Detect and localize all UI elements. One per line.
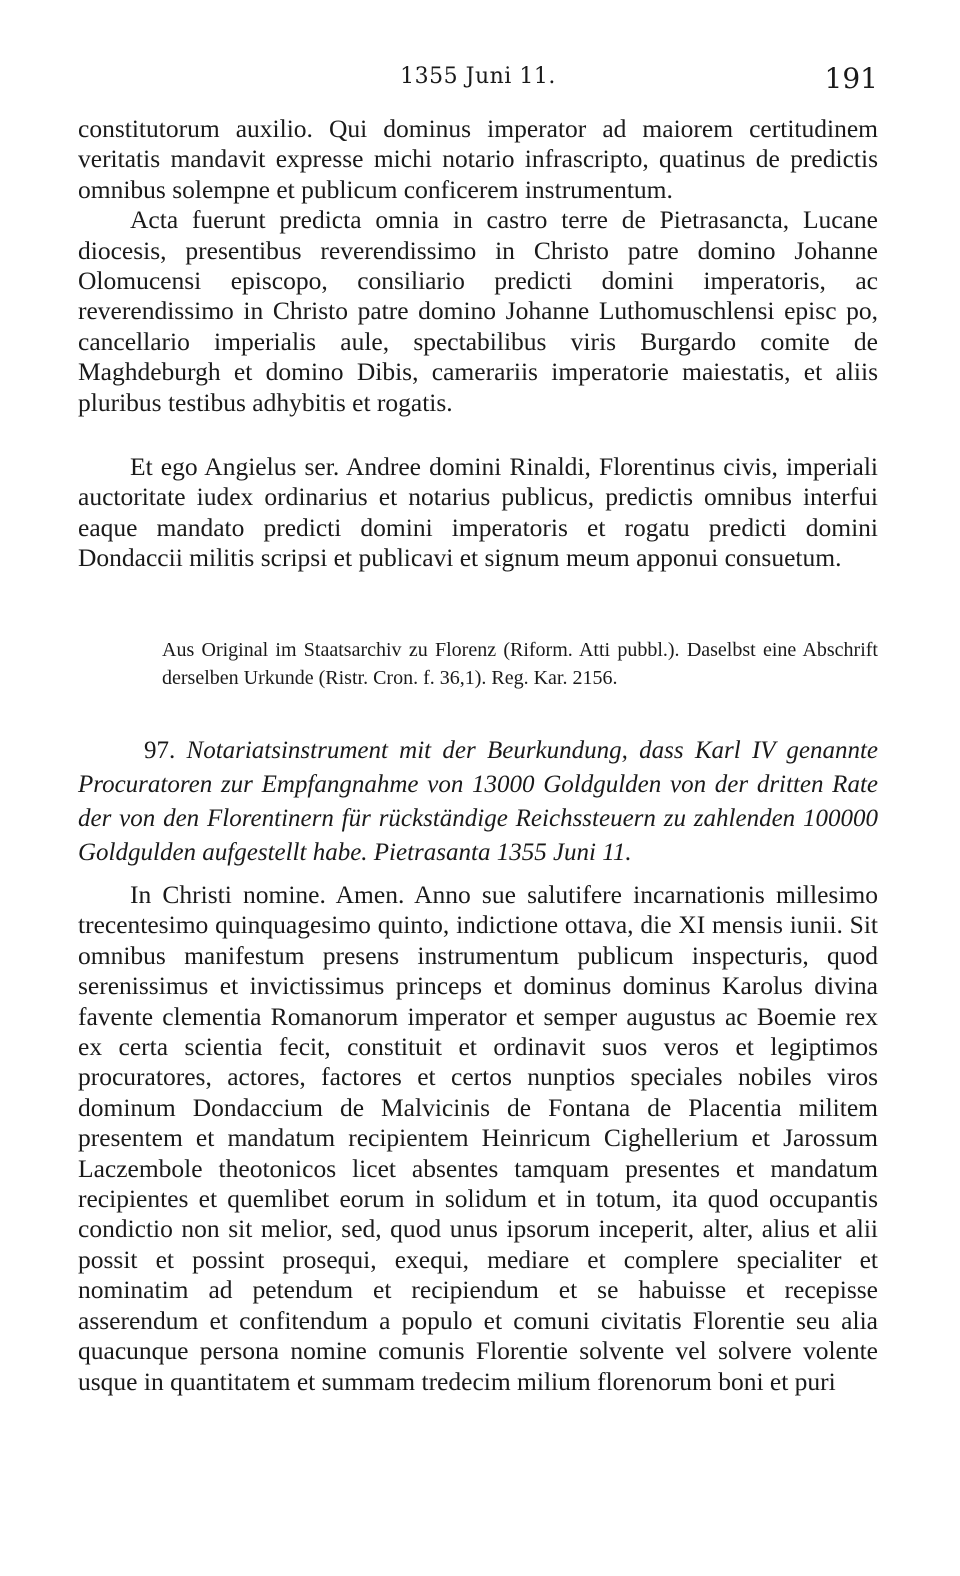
document-heading (78, 734, 878, 870)
document-number: 97. (144, 737, 176, 764)
continuation-paragraph: constitutorum auxilio. Qui dominus imperator ad maiorem certitudinem veritatis mandavit expresse michi notario infrascripto, quatinus de predictis omnibus solempne et publicum conficerem instrumentum. (78, 114, 878, 204)
document-body (78, 880, 878, 1397)
running-head: 1355 Juni 11. (400, 64, 556, 89)
previous-document-ending (78, 114, 878, 418)
page-header (78, 62, 878, 102)
notary-attestation-block (78, 452, 878, 574)
document-body-paragraph: In Christi nomine. Amen. Anno sue salutifere incarnationis millesimo trecentesimo quinquagesimo quinto, indictione ottava, die XI mensis iunii. Sit omnibus manifestum presens instrumentum publicum inspecturis, quod serenissimus et invictissimus princeps et dominus dominus Karolus divina favente clementia Romanorum imperator et semper augustus ac Boemie rex ex certa scientia fecit, constituit et ordinavit suos veros et legiptimos procuratores, actores, factores et certos nunptios speciales nobiles viros dominum Dondaccium de Malvicinis de Fontana de Placentia militem presentem et mandatum recipientem Heinricum Cighellerium et Jarossum Laczembole theotonicos licet absentes tamquam presentes et mandatum recipientes et quemlibet eorum in solidum et in totum, ita quod occupantis condictio non sit melior, sed, quod unus ipsorum inceperit, alter, alius et alii possit et possint prosequi, exequi, mediare et complere specialiter et nominatim ad petendum et recipiendum et se habuisse et recepisse asserendum et confitendum a populo et comuni civitatis Florentie seu alia quacunque persona nomine comunis Florentie solvente vel solvere volente usque in quantitatem et summam tredecim milium florenorum boni et puri (78, 880, 878, 1396)
document-regest: Notariatsinstrument mit der Beurkundung, dass Karl IV genannte Procuratoren zur Empfangnahme von 13000 Goldgulden von der dritten Rate der von den Florentinern für rückständige Reichssteuern zu zahlenden 100000 Goldgulden aufgestellt habe. Pietrasanta 1355 Juni 11. (78, 737, 878, 866)
page-number: 191 (824, 62, 878, 95)
notary-attestation-paragraph: Et ego Angielus ser. Andree domini Rinaldi, Florentinus civis, imperiali auctoritate iudex ordinarius et notarius publicus, predictis omnibus interfui eaque mandato predicti domini imperatoris et rogatu predicti domini Dondaccii militis scripsi et publicavi et signum meum apponui consuetum. (78, 452, 878, 573)
acta-paragraph: Acta fuerunt predicta omnia in castro terre de Pietrasancta, Lucane diocesis, presentibus reverendissimo in Christo patre domino Johanne Olomucensi episcopo, consiliario predicti domini imperatoris, ac reverendissimo in Christo patre domino Johanne Luthomuschlensi episc po, cancellario imperialis aule, spectabilibus viris Burgardo comite de Maghdeburgh et domino Dibis, camerariis imperatorie maiestatis, et aliis pluribus testibus adhybitis et rogatis. (78, 205, 878, 417)
source-note: Aus Original im Staatsarchiv zu Florenz (Riform. Atti pubbl.). Daselbst eine Abschrift derselben Urkunde (Ristr. Cron. f. 36,1). Reg. Kar. 2156. (162, 639, 878, 689)
